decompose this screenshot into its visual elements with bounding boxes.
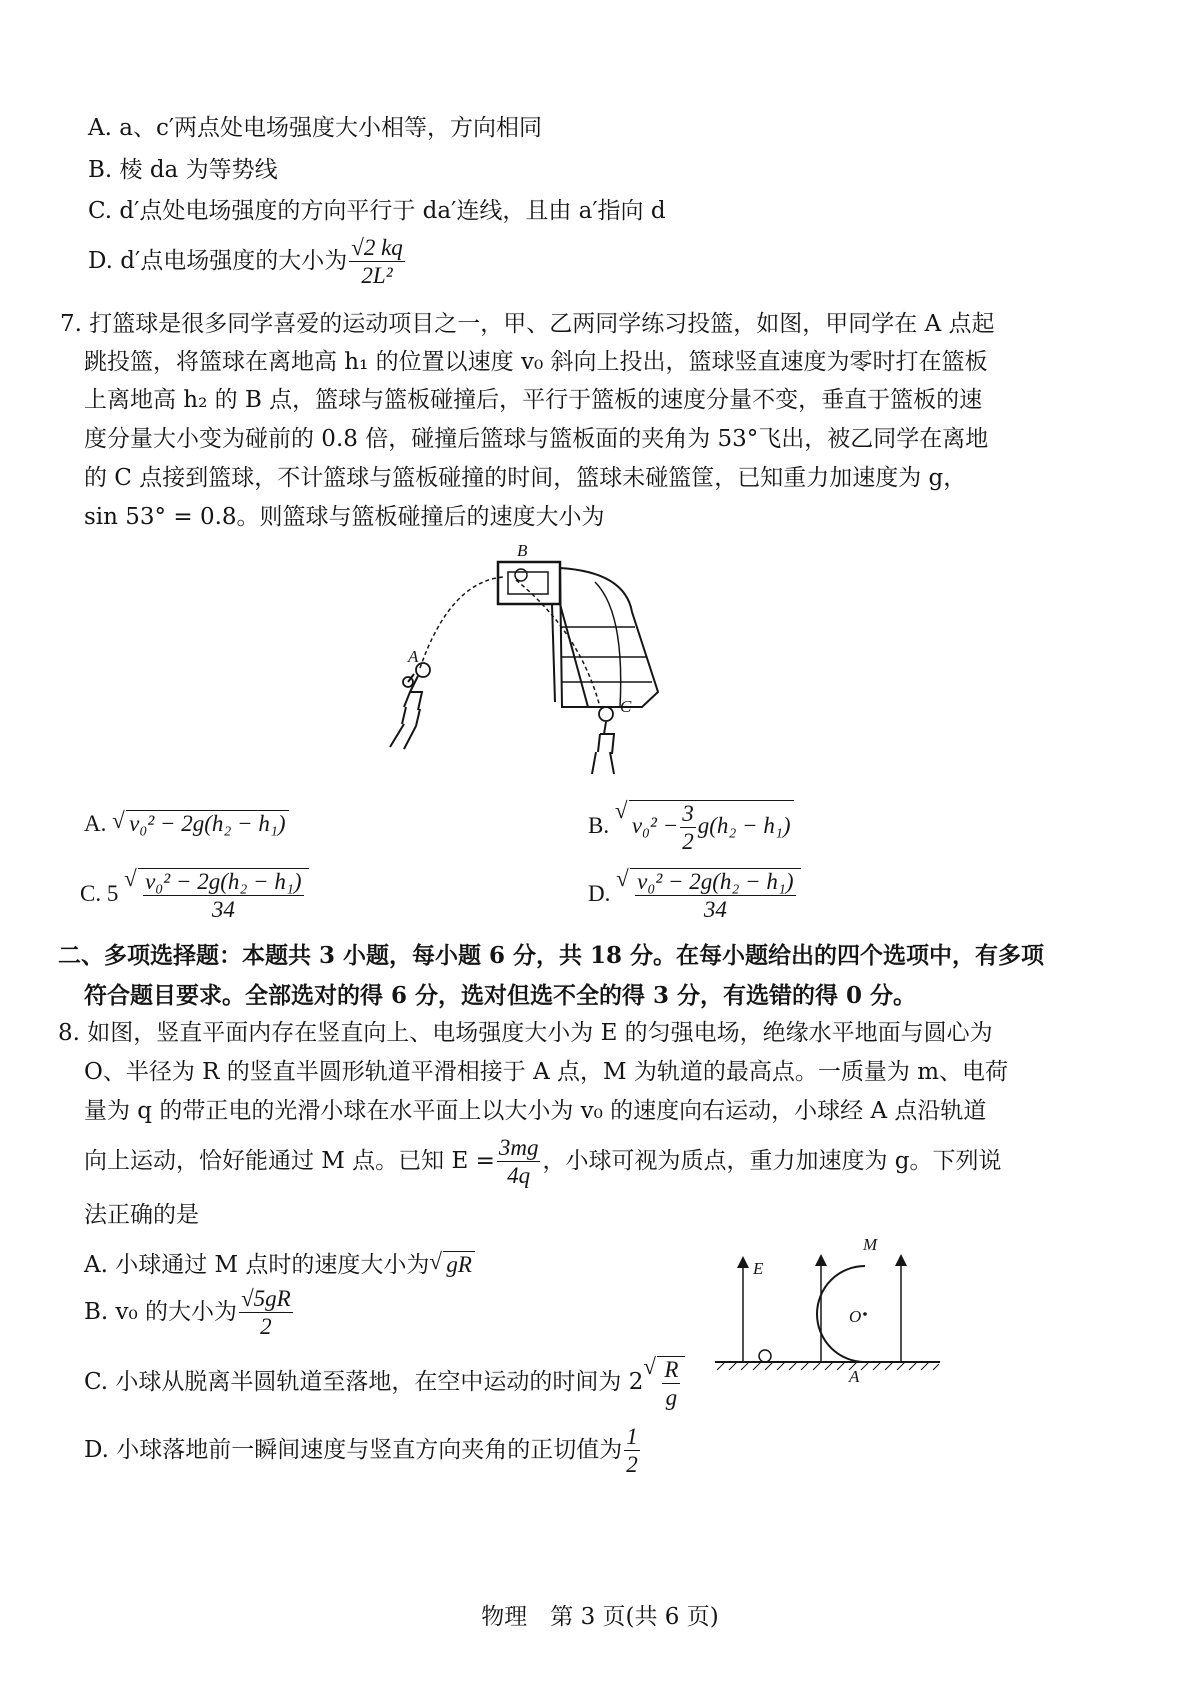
label-e: E <box>753 1259 764 1278</box>
q7-line-4: 度分量大小变为碰前的 0.8 倍，碰撞后篮球与篮板面的夹角为 53°飞出，被乙同学在离地 <box>84 426 989 452</box>
label-a: A <box>408 647 419 666</box>
q7-line-6: sin 53° = 0.8。则篮球与篮板碰撞后的速度大小为 <box>84 504 605 530</box>
q7-option-c <box>80 868 309 923</box>
q8-option-b <box>84 1286 295 1340</box>
q6-option-c: C. d′点处电场强度的方向平行于 da′连线，且由 a′指向 d <box>88 198 666 224</box>
q7-option-d-numerator: √ v₀² − 2g(h₂ − h₁) <box>635 869 795 896</box>
q6-option-d <box>88 235 407 289</box>
q7-option-c-denominator: 34 <box>211 897 235 923</box>
label-a: A <box>849 1367 860 1386</box>
q7-line-3: 上离地高 h₂ 的 B 点，篮球与篮板碰撞后，平行于篮板的速度分量不变，垂直于篮板的速 <box>84 387 983 413</box>
section-2-heading-line-2: 符合题目要求。全部选对的得 6 分，选对但选不全的得 3 分，有选错的得 0 分。 <box>84 982 917 1009</box>
q8-option-a-text: A. 小球通过 M 点时的速度大小为 <box>84 1252 430 1278</box>
q7-option-c-letter: C. 5 <box>80 881 119 907</box>
q8-line-5: 法正确的是 <box>84 1202 199 1228</box>
q8-field-denominator: 4q <box>507 1163 531 1189</box>
q8-option-b-numerator: √5gR <box>239 1286 293 1313</box>
q8-option-c-text: C. 小球从脱离半圆轨道至落地，在空中运动的时间为 2 <box>84 1369 644 1396</box>
q7-line-2: 跳投篮，将篮球在离地高 h₁ 的位置以速度 v₀ 斜向上投出，篮球竖直速度为零时打在篮板 <box>84 349 988 375</box>
q7-option-c-numerator: √ v₀² − 2g(h₂ − h₁) <box>143 869 303 896</box>
page-footer: 物理 第 3 页(共 6 页) <box>481 1604 719 1630</box>
q8-option-d-numerator: 1 <box>624 1424 640 1451</box>
q7-option-d <box>588 868 801 923</box>
q8-line-4-suffix: ，小球可视为质点，重力加速度为 g。下列说 <box>542 1147 1002 1174</box>
q7-option-b <box>588 800 794 855</box>
label-b: B <box>517 541 528 560</box>
section-2-heading-line-1: 二、多项选择题：本题共 3 小题，每小题 6 分，共 18 分。在每小题给出的四个选项中，有多项 <box>58 942 1045 969</box>
q8-option-a-expression: gR <box>443 1251 475 1278</box>
q8-option-c <box>84 1356 685 1411</box>
q6-option-b: B. 棱 da 为等势线 <box>88 157 278 183</box>
frame-curve <box>595 582 621 707</box>
q7-line-1: 7. 打篮球是很多同学喜爱的运动项目之一，甲、乙两同学练习投篮，如图，甲同学在 A 点起 <box>60 311 995 337</box>
ground-hatching <box>717 1362 939 1370</box>
frame-post <box>552 604 555 702</box>
frame-strut <box>560 604 588 707</box>
ball-at-b <box>515 569 527 581</box>
q6-option-d-text: D. d′点电场强度的大小为 <box>88 247 348 274</box>
q7-line-5: 的 C 点接到篮球，不计篮球与篮板碰撞的时间，篮球未碰篮筐，已知重力加速度为 g， <box>84 465 967 491</box>
trajectory-b-to-c <box>516 580 600 707</box>
q7-option-b-prefix: v₀² − <box>631 813 679 839</box>
q8-line-4-prefix: 向上运动，恰好能通过 M 点。已知 E = <box>84 1147 495 1174</box>
q8-option-d-text: D. 小球落地前一瞬间速度与竖直方向夹角的正切值为 <box>84 1436 623 1463</box>
q6-option-d-denominator: 2L² <box>361 263 393 289</box>
q8-option-c-numerator: √ R <box>662 1357 680 1384</box>
q7-option-b-denominator: 2 <box>682 829 694 855</box>
q8-line-3: 量为 q 的带正电的光滑小球在水平面上以大小为 v₀ 的速度向右运动，小球经 A 点沿轨道 <box>84 1098 987 1124</box>
q7-option-a <box>84 810 289 837</box>
q7-option-a-letter: A. <box>84 811 107 836</box>
q6-option-d-fraction <box>349 235 405 289</box>
center-point <box>863 1312 867 1316</box>
q8-line-1: 8. 如图，竖直平面内存在竖直向上、电场强度大小为 E 的匀强电场，绝缘水平地面与圆心为 <box>58 1020 993 1046</box>
label-m: M <box>863 1235 878 1254</box>
q7-option-d-letter: D. <box>588 881 611 907</box>
player-a-figure <box>390 674 422 749</box>
q7-option-b-suffix: g(h₂ − h₁) <box>697 813 791 839</box>
q8-option-b-denominator: 2 <box>260 1314 272 1340</box>
q7-basketball-figure <box>380 542 670 752</box>
q8-track-figure <box>715 1232 945 1386</box>
trajectory-a-to-b <box>420 577 503 668</box>
q6-option-d-numerator: √2 kq <box>349 235 405 262</box>
q8-option-a <box>84 1246 475 1279</box>
q7-option-d-denominator: 34 <box>703 897 727 923</box>
charged-ball <box>759 1350 771 1362</box>
ball-at-c <box>599 707 613 721</box>
q8-option-d <box>84 1424 642 1478</box>
q8-option-c-denominator: g <box>665 1385 678 1411</box>
player-c-figure <box>592 722 614 774</box>
label-c: C <box>620 697 632 716</box>
q7-option-b-letter: B. <box>588 813 610 839</box>
label-o: O <box>849 1307 862 1326</box>
hoop-support-frame <box>560 568 658 707</box>
q8-line-4 <box>84 1135 1002 1189</box>
q8-option-d-denominator: 2 <box>626 1452 638 1478</box>
q8-field-numerator: 3mg <box>497 1135 541 1162</box>
q6-option-a: A. a、c′两点处电场强度大小相等，方向相同 <box>88 115 543 141</box>
q8-line-2: O、半径为 R 的竖直半圆形轨道平滑相接于 A 点，M 为轨道的最高点。一质量为 m、电荷 <box>84 1059 1009 1085</box>
q8-option-b-text: B. v₀ 的大小为 <box>84 1298 238 1325</box>
q7-option-b-numerator: 3 <box>680 801 696 828</box>
q7-option-a-expression: v₀² − 2g(h₂ − h₁) <box>126 810 288 837</box>
